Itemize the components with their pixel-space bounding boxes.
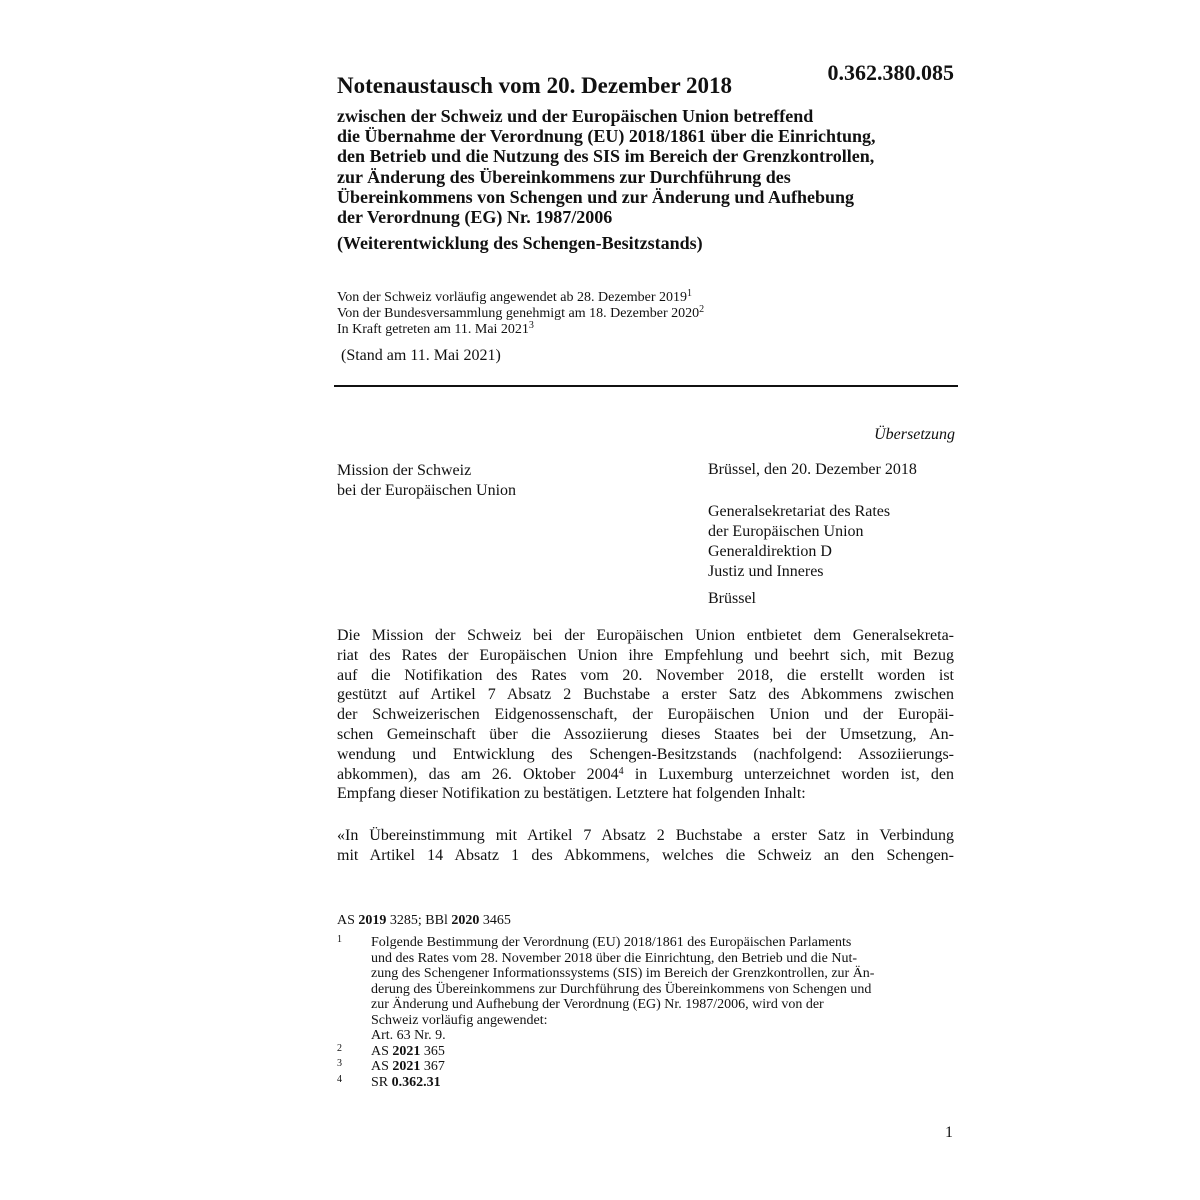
date-line-approved: Von der Bundesversammlung genehmigt am 18. Dezember 2020$^2$ [337, 304, 705, 321]
footnote-line: derung des Übereinkommens zur Durchführung des Übereinkommens von Schengen und [371, 981, 872, 997]
recipient-line: Justiz und Inneres [708, 563, 824, 580]
body-line: der Schweizerischen Eidgenossenschaft, der Europäischen Union und der Europäi- [337, 706, 954, 724]
footnote-line: zung des Schengener Informationssystems (SIS) im Bereich der Grenzkontrollen, zur Än- [371, 966, 875, 981]
footnote-ref[interactable]: 3 [528, 320, 534, 331]
body-line: auf die Notifikation des Rates vom 20. November 2018, die erstellt worden ist [337, 666, 954, 684]
header-divider [334, 385, 958, 387]
footnote-4: 4 SR 0.362.31 [337, 1073, 441, 1090]
footnote-number: 2 [337, 1042, 342, 1054]
recipient-line: Generaldirektion D [708, 543, 832, 560]
body-paragraph [337, 626, 954, 804]
quote-line: mit Artikel 14 Absatz 1 des Abkommens, welches die Schweiz an den Schengen- [337, 847, 954, 864]
document-title: Notenaustausch vom 20. Dezember 2018 [337, 73, 733, 98]
recipient-line: Generalsekretariat des Rates [708, 503, 891, 520]
body-line: schen Gemeinschaft über die Assoziierung dieses Staates bei der Umsetzung, An- [337, 725, 954, 743]
footnote-ref[interactable]: 4 [618, 765, 624, 777]
footnotes [337, 935, 874, 1090]
footnote-3: 3 AS 2021 367 [337, 1058, 445, 1074]
footnote-line: Art. 63 Nr. 9. [371, 1028, 446, 1043]
body-line: gestützt auf Artikel 7 Absatz 2 Buchstabe a erster Satz des Abkommens zwischen [337, 686, 954, 704]
recipient-address [708, 502, 890, 582]
date-line-provisional: Von der Schweiz vorläufig angewendet ab 28. Dezember 2019$^1$ [337, 288, 693, 305]
recipient-city: Brüssel [708, 590, 756, 607]
quote-paragraph [337, 826, 954, 866]
publication-references: AS 2019 3285; BBl 2020 3465 [337, 913, 511, 928]
place-date: Brüssel, den 20. Dezember 2018 [708, 461, 917, 478]
sender-address [337, 461, 516, 501]
subtitle-line: zur Änderung des Übereinkommens zur Durchführung des [337, 166, 791, 187]
stand-date: (Stand am 11. Mai 2021) [341, 347, 501, 364]
footnote-2: 2 AS 2021 365 [337, 1042, 445, 1059]
subtitle-line: den Betrieb und die Nutzung des SIS im Bereich der Grenzkontrollen, [337, 146, 875, 167]
quote-line: «In Übereinstimmung mit Artikel 7 Absatz 2 Buchstabe a erster Satz in Verbindung [337, 827, 954, 844]
body-line: wendung und Entwicklung des Schengen-Besitzstands (nachfolgend: Assoziierungs- [337, 745, 954, 763]
body-line: abkommen), das am 26. Oktober 2004$^4$ in Luxemburg unterzeichnet worden ist, den [337, 765, 954, 783]
footnote-line: zur Änderung und Aufhebung der Verordnung (EG) Nr. 1987/2006, wird von der [371, 997, 824, 1012]
date-line-in-force: In Kraft getreten am 11. Mai 2021$^3$ [337, 320, 534, 337]
page-number: 1 [945, 1124, 953, 1141]
sender-line: bei der Europäischen Union [337, 482, 517, 499]
sr-number: 0.362.380.085 [827, 60, 954, 85]
subtitle-line: der Verordnung (EG) Nr. 1987/2006 [337, 207, 613, 228]
footnote-number: 3 [337, 1058, 342, 1069]
footnote-ref[interactable]: 2 [699, 304, 705, 315]
dates-block [337, 290, 704, 338]
sender-line: Mission der Schweiz [337, 462, 472, 479]
body-line: Empfang dieser Notifikation zu bestätigen. Letztere hat folgenden Inhalt: [337, 785, 806, 803]
footnote-line: und des Rates vom 28. November 2018 über die Einrichtung, den Betrieb und die Nut- [371, 950, 858, 966]
footnote-line: Folgende Bestimmung der Verordnung (EU) 2018/1861 des Europäischen Parlaments [371, 935, 852, 950]
recipient-line: der Europäischen Union [708, 523, 864, 540]
document-subtitle [337, 106, 977, 227]
footnote-1 [337, 935, 874, 1044]
body-line: riat des Rates der Europäischen Union ihre Empfehlung und beehrt sich, mit Bezug [337, 646, 954, 664]
footnote-number: 4 [337, 1073, 342, 1085]
subtitle-line: Übereinkommens von Schengen und zur Änderung und Aufhebung [337, 186, 854, 207]
footnote-line: Schweiz vorläufig angewendet: [371, 1012, 548, 1028]
translation-label: Übersetzung [874, 426, 955, 443]
footnote-ref[interactable]: 1 [687, 288, 693, 299]
body-line: Die Mission der Schweiz bei der Europäischen Union entbietet dem Generalsekreta- [337, 627, 954, 644]
footnote-number: 1 [337, 934, 342, 945]
subtitle-line: die Übernahme der Verordnung (EU) 2018/1861 über die Einrichtung, [337, 126, 876, 147]
document-scope: (Weiterentwicklung des Schengen-Besitzstands) [337, 233, 703, 253]
subtitle-line: zwischen der Schweiz und der Europäischen Union betreffend [337, 106, 814, 126]
